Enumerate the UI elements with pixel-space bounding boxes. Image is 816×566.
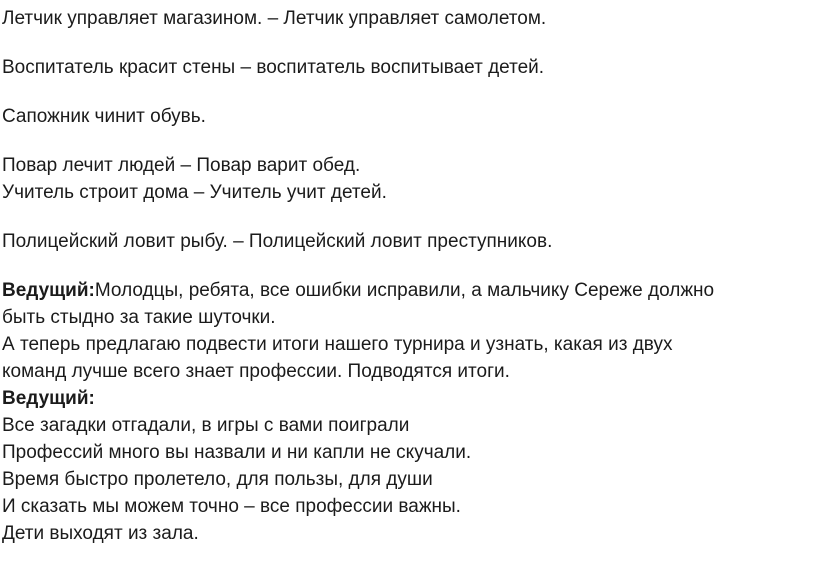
host-label-2: Ведущий: — [2, 388, 95, 409]
host-paragraph-1 — [2, 277, 814, 304]
text-line-cook: Повар лечит людей – Повар варит обед. — [2, 155, 361, 176]
host-speech-line-1: Молодцы, ребята, все ошибки исправили, а мальчику Сереже должно — [94, 280, 715, 301]
host-speech-line-4: команд лучше всего знает профессии. Подводятся итоги. — [2, 361, 510, 382]
text-line-teacher: Учитель строит дома – Учитель учит детей. — [2, 182, 387, 203]
closing-line: Дети выходят из зала. — [2, 523, 199, 544]
text-line-pilot: Летчик управляет магазином. – Летчик управляет самолетом. — [2, 8, 547, 29]
host-speech-line-2: быть стыдно за такие шуточки. — [2, 307, 276, 328]
host-label: Ведущий: — [2, 280, 95, 301]
text-line-teacher-kindergarten: Воспитатель красит стены – воспитатель воспитывает детей. — [2, 57, 545, 78]
host-speech-line-3: А теперь предлагаю подвести итоги нашего турнира и узнать, какая из двух — [2, 334, 673, 355]
poem-line-2: Профессий много вы назвали и ни капли не скучали. — [2, 442, 472, 463]
poem-line-4: И сказать мы можем точно – все профессии важны. — [2, 496, 461, 517]
text-line-policeman: Полицейский ловит рыбу. – Полицейский ловит преступников. — [2, 231, 553, 252]
document-body — [2, 0, 814, 547]
text-line-shoemaker: Сапожник чинит обувь. — [2, 106, 206, 127]
poem-line-3: Время быстро пролетело, для пользы, для души — [2, 469, 433, 490]
poem-line-1: Все загадки отгадали, в игры с вами поиграли — [2, 415, 410, 436]
